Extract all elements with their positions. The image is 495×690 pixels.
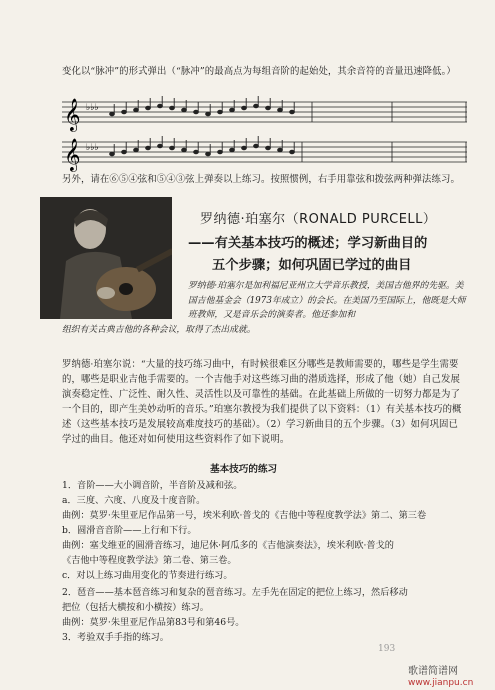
note-head (230, 148, 235, 152)
author-bio: 罗纳德·珀塞尔是加利福尼亚州立大学音乐教授，美国吉他界的先驱。美国吉他基金会（1973年成立）的会长。在美国乃至国际上，他既是大师班教师，又是音乐会的演奏者。他还参加和 (188, 281, 466, 320)
list-item: 3．考验双手手指的练习。 (62, 632, 169, 643)
note-head (206, 152, 211, 156)
headline-line-2: 五个步骤；如何巩固已学过的曲目 (212, 258, 412, 273)
list-item: 1．音阶——大小调音阶，半音阶及减和弦。 (62, 480, 243, 491)
note-head (194, 110, 199, 114)
intro-paragraph: 变化以“脉冲”的形式弹出（“脉冲”的最高点为每组音阶的起始处，其余音符的音量迅速降低。） (62, 66, 456, 77)
note-head (206, 112, 211, 116)
note-head (170, 146, 175, 150)
watermark-label: 歌谱简谱网 (408, 666, 458, 677)
quote-paragraph: 罗纳德·珀塞尔说：“大量的技巧练习曲中，有时候很难区分哪些是教师需要的，哪些是学生需要的，哪些是职业吉他手需要的。一个吉他手对这些练习曲的潜质选择，形成了他（她）自己发展演奏稳定性、广泛性、耐久性、灵活性以及可靠性的基础。在此基础上所做的一切努力都是为了一个目的，即产生美妙动听的音乐。”珀塞尔教授为我们提供了以下资料：（1）有关基本技巧的概述（这些基本技巧是发展较高难度技巧的基础）。（2）学习新曲目的五个步骤。（3）如何巩固已学过的曲目。他还对如何使用这些资料作了如下说明。 (62, 359, 462, 445)
note-head (218, 110, 223, 114)
watermark-site: www.jianpu.cn (408, 678, 474, 688)
note-head (170, 106, 175, 110)
note-head (158, 144, 163, 148)
list-item: c．对以上练习曲用变化的节奏进行练习。 (62, 570, 233, 581)
list-item: b．圆滑音音阶——上行和下行。 (62, 525, 197, 536)
note-head (278, 148, 283, 152)
note-head (242, 106, 247, 110)
note-head (266, 106, 271, 110)
note-head (218, 150, 223, 154)
note-head (110, 112, 115, 116)
list-item: 曲例：莫罗·朱里亚尼作品第一号，埃米利欧·普戈的《吉他中等程度教学法》第二、第三卷 (62, 510, 427, 521)
headline-line-1: ——有关基本技巧的概述；学习新曲目的 (188, 236, 428, 251)
list-item: 《吉他中等程度教学法》第二卷、第三卷。 (62, 555, 237, 566)
note-head (290, 110, 295, 114)
note-head (110, 152, 115, 156)
list-item: 曲例：莫罗·朱里亚尼作品第83号和第46号。 (62, 617, 245, 628)
note-head (122, 150, 127, 154)
music-staff-2 (62, 132, 467, 172)
note-head (290, 150, 295, 154)
svg-text:𝄞: 𝄞 (64, 138, 81, 171)
portrait-photo (40, 197, 172, 319)
music-staff-1 (62, 92, 467, 132)
svg-text:♭♭♭: ♭♭♭ (86, 143, 99, 153)
svg-text:𝄞: 𝄞 (64, 98, 81, 131)
note-head (134, 108, 139, 112)
note-head (122, 110, 127, 114)
note-head (254, 144, 259, 148)
author-bio-continued: 组织有关古典吉他的各种会议，取得了杰出成就。 (62, 325, 256, 335)
note-head (278, 108, 283, 112)
note-head (146, 146, 151, 150)
note-head (182, 148, 187, 152)
string-practice-note: 另外，请在⑥⑤④弦和⑤④③弦上弹奏以上练习。按照惯例，右手用靠弦和拨弦两种弹法练习。 (62, 174, 460, 185)
svg-text:♭♭♭: ♭♭♭ (86, 103, 99, 113)
note-head (266, 146, 271, 150)
note-head (254, 104, 259, 108)
site-watermark (408, 662, 495, 688)
note-head (242, 146, 247, 150)
page-number: 193 (378, 644, 396, 654)
list-item: 2．琶音——基本琶音练习和复杂的琶音练习。左手先在固定的把位上练习，然后移动 (62, 587, 408, 598)
note-head (230, 108, 235, 112)
note-head (182, 108, 187, 112)
author-name: 罗纳德·珀塞尔（RONALD PURCELL） (200, 212, 437, 227)
list-item: 曲例：塞戈维亚的圆滑音练习，迪尼休·阿瓜多的《吉他演奏法》，埃米利欧·普戈的 (62, 540, 394, 551)
list-item: a．三度、六度、八度及十度音阶。 (62, 495, 206, 506)
section-title: 基本技巧的练习 (210, 464, 278, 475)
note-head (146, 106, 151, 110)
note-head (134, 148, 139, 152)
note-head (194, 150, 199, 154)
note-head (158, 104, 163, 108)
list-item: 把位（包括大横按和小横按）练习。 (62, 602, 209, 613)
